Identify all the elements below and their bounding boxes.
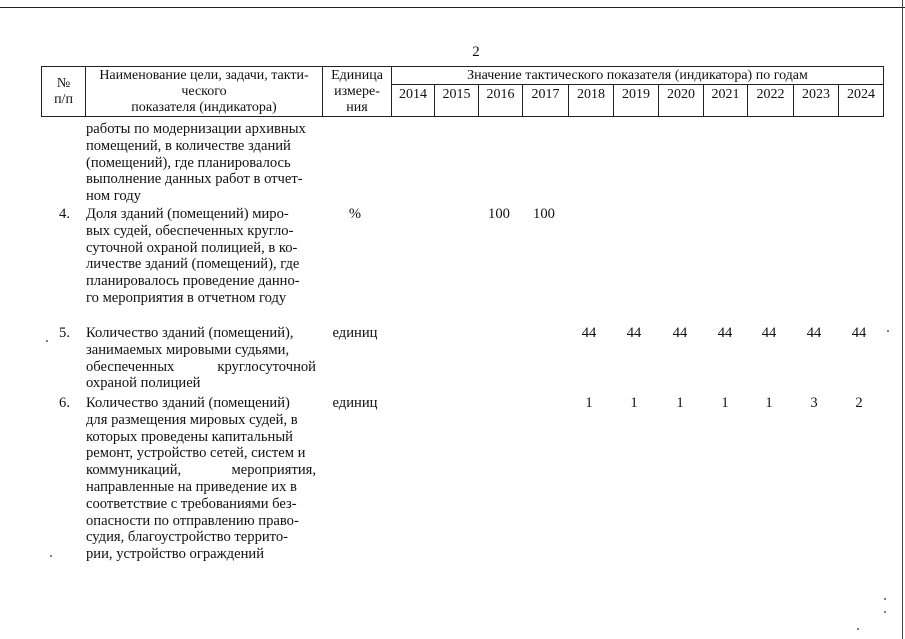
- name-line: Доля зданий (помещений) миро-: [86, 206, 289, 222]
- year-header: 2014: [392, 85, 435, 117]
- row-continued-name: [86, 121, 316, 205]
- value-cell-2024: 2: [855, 395, 863, 411]
- page-number: 2: [472, 44, 480, 60]
- value-cell-2017: 100: [533, 206, 555, 222]
- name-line: планировалось проведение данно-: [86, 273, 300, 290]
- name-line: занимаемых мировыми судьями,: [86, 341, 290, 358]
- year-header: 2018: [569, 85, 614, 117]
- name-line: выполнение данных работ в отчет-: [86, 171, 303, 188]
- value-cell-2023: 44: [806, 325, 822, 341]
- name-line: ном году: [86, 188, 141, 205]
- value-cell-2018: 44: [581, 325, 597, 341]
- header-num-col: № п/п: [42, 67, 86, 117]
- row-number: 6.: [59, 395, 70, 411]
- row-unit: %: [348, 206, 362, 222]
- value-cell-2018: 1: [585, 395, 593, 411]
- name-line: вых судей, обеспеченных кругло-: [86, 222, 294, 239]
- scan-speck: [857, 628, 859, 630]
- year-header: 2024: [839, 85, 884, 117]
- name-line: для размещения мировых судей, в: [86, 411, 298, 428]
- scan-speck: [884, 598, 886, 600]
- row-5-name: [86, 325, 316, 392]
- value-cell-2024: 44: [851, 325, 867, 341]
- year-header: 2021: [704, 85, 748, 117]
- name-line: (помещений), где планировалось: [86, 154, 291, 171]
- name-line: Количество зданий (помещений): [86, 395, 290, 411]
- value-cell-2019: 44: [626, 325, 642, 341]
- row-unit: единиц: [332, 395, 378, 411]
- scan-speck: [884, 611, 886, 613]
- year-header: 2023: [794, 85, 839, 117]
- scan-speck: [50, 555, 52, 557]
- name-line: рии, устройство ограждений: [86, 546, 265, 563]
- header-name-line: показателя (индикатора): [131, 99, 277, 115]
- header-unit-line: измере-: [334, 83, 380, 99]
- scan-speck: [887, 330, 889, 332]
- name-line: судия, благоустройство террито-: [86, 529, 289, 546]
- value-cell-2020: 1: [676, 395, 684, 411]
- row-4-name: [86, 206, 316, 307]
- name-line: личестве зданий (помещений), где: [86, 256, 300, 273]
- value-cell-2023: 3: [810, 395, 818, 411]
- name-line: помещений, в количестве зданий: [86, 137, 291, 154]
- name-line: работы по модернизации архивных: [86, 121, 306, 137]
- value-cell-2022: 1: [765, 395, 773, 411]
- value-cell-2021: 44: [717, 325, 733, 341]
- value-cell-2019: 1: [630, 395, 638, 411]
- year-header: 2015: [435, 85, 479, 117]
- header-unit-line: ния: [346, 99, 368, 115]
- year-header: 2019: [614, 85, 659, 117]
- row-number: 4.: [59, 206, 70, 222]
- header-unit-line: Единица: [331, 67, 383, 83]
- header-values-title: Значение тактического показателя (индикатора) по годам: [392, 67, 884, 85]
- name-line: коммуникаций, мероприятия,: [86, 462, 316, 479]
- row-number: 5.: [59, 325, 70, 341]
- row-unit: единиц: [332, 325, 378, 341]
- name-line: направленные на приведение их в: [86, 478, 297, 495]
- name-line: которых проведены капитальный: [86, 428, 293, 445]
- name-line: Количество зданий (помещений),: [86, 325, 294, 341]
- name-line: охраной полицией: [86, 375, 201, 392]
- name-line: опасности по отправлению право-: [86, 512, 299, 529]
- value-cell-2020: 44: [672, 325, 688, 341]
- year-header: 2016: [479, 85, 523, 117]
- name-line: го мероприятия в отчетном году: [86, 289, 287, 306]
- year-header: 2020: [659, 85, 704, 117]
- year-header: 2022: [748, 85, 794, 117]
- value-cell-2022: 44: [761, 325, 777, 341]
- header-name-line: ческого: [181, 83, 227, 99]
- name-line: обеспеченных круглосуточной: [86, 358, 316, 375]
- name-line: ремонт, устройство сетей, систем и: [86, 445, 306, 462]
- header-name-line: Наименование цели, задачи, такти-: [99, 67, 309, 83]
- year-header: 2017: [523, 85, 569, 117]
- value-cell-2021: 1: [721, 395, 729, 411]
- name-line: суточной охраной полицией, в ко-: [86, 239, 298, 256]
- name-line: соответствие с требованиями без-: [86, 495, 297, 512]
- value-cell-2016: 100: [488, 206, 510, 222]
- scan-speck: [46, 340, 48, 342]
- row-6-name: [86, 395, 316, 563]
